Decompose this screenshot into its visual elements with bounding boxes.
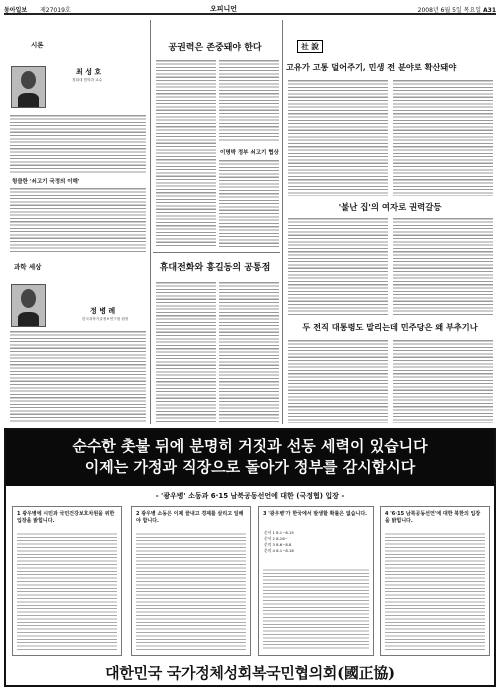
ad-box-text xyxy=(17,531,117,651)
ad-box-text xyxy=(385,531,485,651)
columnist-name-2: 정 병 례 xyxy=(90,307,116,315)
editorial-tag: 社 說 xyxy=(297,40,323,53)
editorial-body-2b xyxy=(219,280,279,423)
editorial-title-1: 공권력은 존중돼야 한다 xyxy=(168,43,262,53)
column-heading-1: 헝클한 '쇠고기 국정의 이해' xyxy=(12,179,80,185)
editorial-body-2a xyxy=(156,280,216,423)
editorial-title-4: '불난 집'의 여자로 권력갈등 xyxy=(338,202,442,212)
column-body-1a xyxy=(10,113,146,173)
column-body-2 xyxy=(10,329,146,423)
ad-box-text xyxy=(263,567,369,651)
ad-box-4 xyxy=(380,506,490,656)
editorial-subheading-1: 이명박 정부 쇠고기 협상 xyxy=(220,150,279,156)
issue-number: 제27019호 xyxy=(40,7,71,14)
column-section-science: 과학 세상 xyxy=(14,263,42,271)
portrait-photo-icon xyxy=(21,71,36,89)
column-divider xyxy=(150,20,151,424)
column-section-siron: 시론 xyxy=(31,41,44,49)
ad-sponsor: 대한민국 국가정체성회복국민협의회(國正協) xyxy=(105,664,395,682)
section-name: 오피니언 xyxy=(210,5,238,13)
columnist-affiliation-2: 한국과학기술정보연구원 원장 xyxy=(82,317,129,321)
ad-box-2 xyxy=(131,506,251,656)
portrait-photo-icon xyxy=(21,289,36,308)
editorial-body-5b xyxy=(393,338,493,423)
columnist-photo-2 xyxy=(11,284,46,327)
editorial-body-1b xyxy=(219,58,279,142)
ad-box-heading: 4 '6·15 남북공동선언'에 대한 북한의 입장을 밝힙니다. xyxy=(385,511,481,524)
ad-headline-1: 순수한 촛불 뒤에 분명히 거짓과 선동 세력이 있습니다 xyxy=(72,437,428,455)
editorial-body-4b xyxy=(393,216,493,317)
ad-headline-2: 이제는 가정과 직장으로 돌아가 정부를 감시합시다 xyxy=(84,458,416,476)
columnist-name-1: 최 성 호 xyxy=(76,68,102,76)
ad-box-heading: 3 '광우병'가 한국에서 발생할 확률은 없습니다. xyxy=(263,511,368,517)
ad-box-text xyxy=(136,531,246,651)
ad-tagline: - '광우병' 소동과 6·15 남북공동선언에 대한 (국정협) 입장 - xyxy=(155,492,345,500)
ad-box-3 xyxy=(258,506,374,656)
editorial-divider xyxy=(153,252,280,253)
ad-schedule: 순서 1 8.1~8.15 순서 2 8.16~ 문의 3 8.6~8.8 문의 4 8.1~8.18 xyxy=(264,530,294,553)
columnist-affiliation-1: 경희대 법학과 교수 xyxy=(72,78,103,82)
editorial-body-5a xyxy=(288,338,388,423)
editorial-body-3b xyxy=(393,78,493,196)
ad-banner xyxy=(6,430,494,486)
ad-box-1 xyxy=(12,506,122,656)
editorial-body-1a xyxy=(156,58,216,248)
newspaper-name: 동아일보 xyxy=(4,7,28,14)
columnist-photo-1 xyxy=(11,66,46,108)
editorial-title-3: 고유가 고통 덜어주기, 민생 전 분야로 확산돼야 xyxy=(286,62,457,72)
editorial-body-4a xyxy=(288,216,388,317)
page-header xyxy=(4,4,496,15)
ad-box-heading: 2 광우병 소동은 이제 끝내고 경제를 살리고 일해야 합니다. xyxy=(136,511,244,524)
editorial-title-2: 휴대전화와 흥길동의 공통점 xyxy=(159,263,271,273)
column-divider xyxy=(282,20,283,424)
editorial-title-5: 두 전직 대통령도 말리는데 민주당은 왜 부추기나 xyxy=(302,322,478,332)
editorial-body-3a xyxy=(288,78,388,196)
editorial-body-1c xyxy=(219,158,279,248)
column-body-1b xyxy=(10,186,146,253)
advertisement xyxy=(4,428,496,687)
ad-box-heading: 1 광우병에 시민과 국민건강보호차원을 위한 입장을 밝힙니다. xyxy=(17,511,115,524)
page-date: 2008년 6월 5일 목요일 A31 xyxy=(417,7,496,14)
